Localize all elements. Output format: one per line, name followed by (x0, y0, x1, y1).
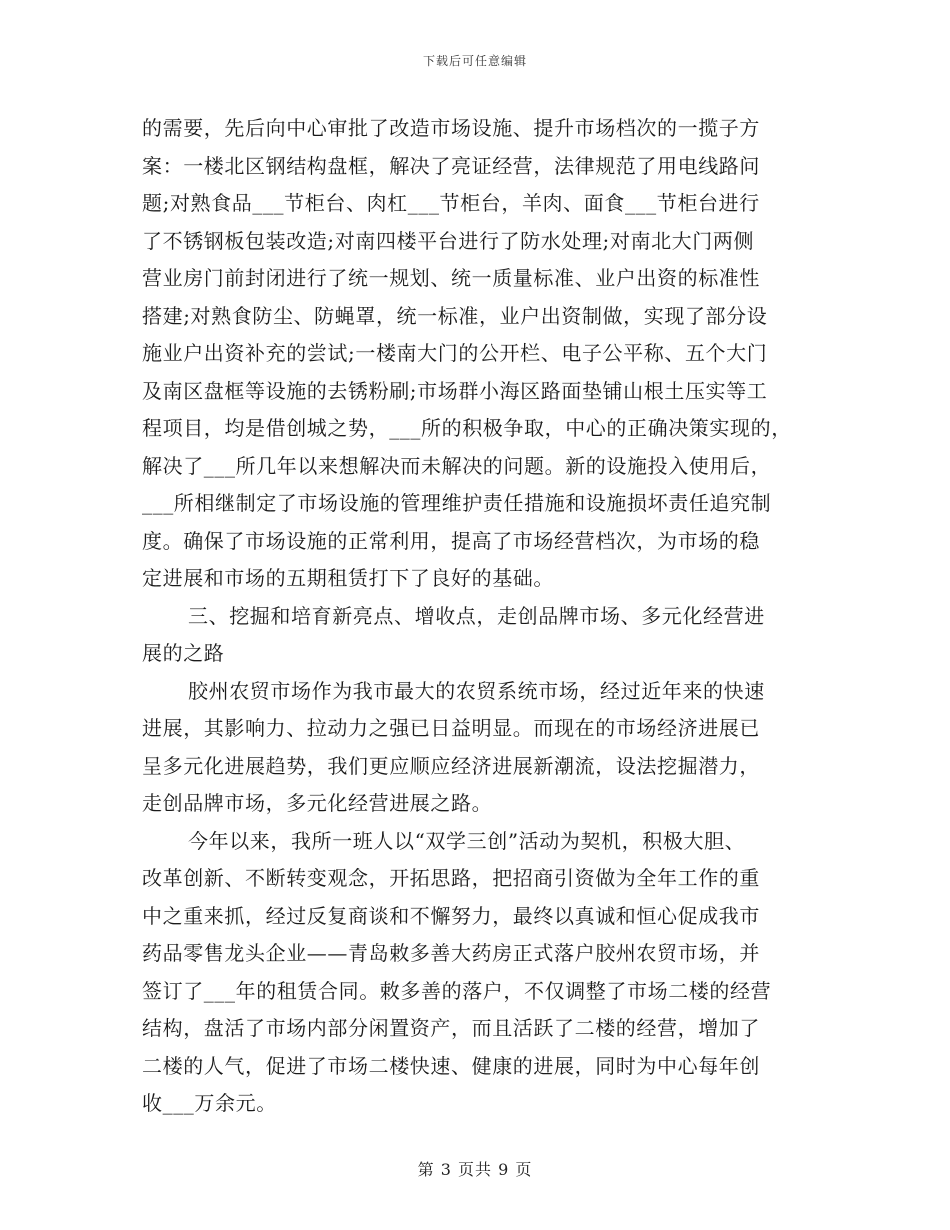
text-line: 结构，盘活了市场内部分闲置资产，而且活跃了二楼的经营，增加了 (142, 1016, 760, 1040)
text-line: 搭建;对熟食防尘、防蝇罩，统一标准，业户出资制做，实现了部分设 (142, 303, 768, 328)
text-line: 程项目，均是借创城之势，___所的积极争取，中心的正确决策实现的， (142, 416, 792, 440)
text-line: 解决了___所几年以来想解决而未解决的问题。新的设施投入使用后， (142, 453, 772, 478)
text-line: 的需要，先后向中心审批了改造市场设施、提升市场档次的一揽子方 (142, 116, 760, 140)
page-footer: 第 3 页共 9 页 (417, 1160, 533, 1179)
text-line: 药品零售龙头企业——青岛敕多善大药房正式落户胶州农贸市场，并 (142, 941, 760, 965)
text-line: 定进展和市场的五期租赁打下了良好的基础。 (142, 566, 554, 590)
text-line: 三、挖掘和培育新亮点、增收点，走创品牌市场、多元化经营进 (188, 603, 765, 628)
text-line: 中之重来抓，经过反复商谈和不懈努力，最终以真诚和恒心促成我市 (142, 903, 760, 928)
text-line: 案：一楼北区钢结构盘框，解决了亮证经营，法律规范了用电线路问 (142, 153, 760, 178)
text-line: ___所相继制定了市场设施的管理维护责任措施和设施损坏责任追究制 (142, 491, 772, 515)
text-line: 进展，其影响力、拉动力之强已日益明显。而现在的市场经济进展已 (142, 716, 760, 740)
text-line: 度。确保了市场设施的正常利用，提高了市场经营档次，为市场的稳 (142, 528, 760, 553)
text-line: 呈多元化进展趋势，我们更应顺应经济进展新潮流，设法挖掘潜力， (142, 753, 760, 778)
text-line: 二楼的人气，促进了市场二楼快速、健康的进展，同时为中心每年创 (142, 1053, 760, 1078)
text-line: 及南区盘框等设施的去锈粉刷;市场群小海区路面垫铺山根土压实等工 (142, 378, 768, 403)
text-line: 收___万余元。 (142, 1091, 277, 1115)
text-line: 展的之路 (142, 641, 225, 665)
document-body (142, 110, 822, 1123)
text-line: 了不锈钢板包装改造;对南四楼平台进行了防水处理;对南北大门两侧 (142, 228, 755, 253)
text-line: 营业房门前封闭进行了统一规划、统一质量标准、业户出资的标准性 (142, 266, 760, 290)
text-line: 改革创新、不断转变观念，开拓思路，把招商引资做为全年工作的重 (142, 866, 760, 890)
text-line: 走创品牌市场，多元化经营进展之路。 (142, 791, 493, 815)
text-line: 施业户出资补充的尝试;一楼南大门的公开栏、电子公平称、五个大门 (142, 341, 768, 365)
text-line: 胶州农贸市场作为我市最大的农贸系统市场，经过近年来的快速 (188, 678, 765, 703)
text-line: 题;对熟食品___节柜台、肉杠___节柜台，羊肉、面食___节柜台进行 (142, 191, 760, 215)
text-line: 签订了___年的租赁合同。敕多善的落户，不仅调整了市场二楼的经营 (142, 978, 772, 1003)
text-line: 今年以来，我所一班人以“双学三创”活动为契机，积极大胆、 (188, 828, 746, 853)
page-header: 下载后可任意编辑 (422, 54, 527, 68)
